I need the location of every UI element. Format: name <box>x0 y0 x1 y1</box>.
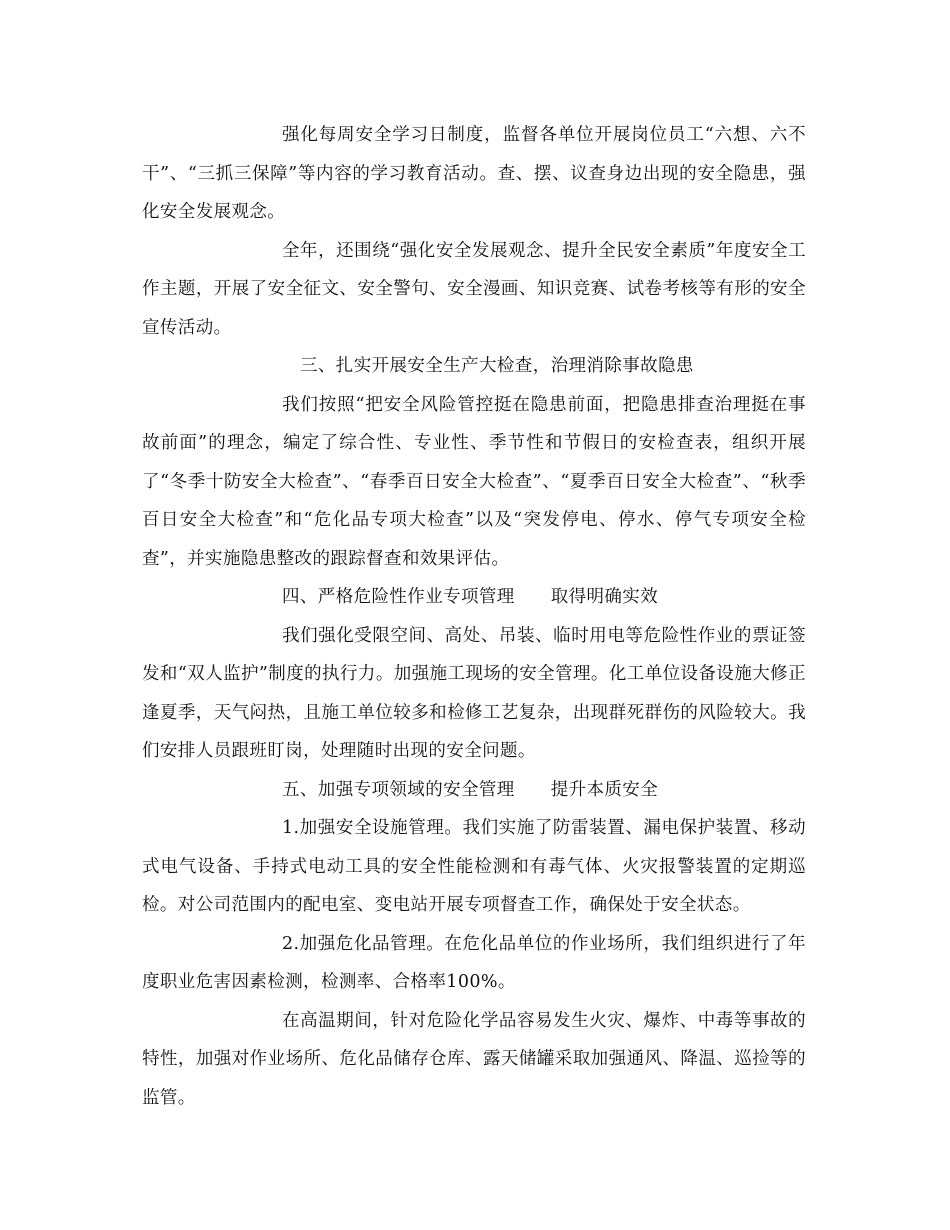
paragraph-high-temperature: 在高温期间，针对危险化学品容易发生火灾、爆炸、中毒等事故的特性，加强对作业场所、危化品储存仓库、露天储罐采取加强通风、降温、巡捡等的监管。 <box>142 1010 806 1108</box>
paragraph-hazardous-chemicals: 2.加强危化品管理。在危化品单位的作业场所，我们组织进行了年度职业危害因素检测，检测率、合格率100%。 <box>142 933 806 992</box>
paragraph-safety-facilities: 1.加强安全设施管理。我们实施了防雷装置、漏电保护装置、移动式电气设备、手持式电动工具的安全性能检测和有毒气体、火灾报警装置的定期巡检。对公司范围内的配电室、变电站开展专项督查工作，确保处于安全状态。 <box>142 818 806 915</box>
paragraph-hazardous-work: 我们强化受限空间、高处、吊装、临时用电等危险性作业的票证签发和“双人监护”制度的执行力。加强施工现场的安全管理。化工单位设备设施大修正逢夏季，天气闷热，且施工单位较多和检修工艺复杂，出现群死群伤的风险较大。我们安排人员跟班盯岗，处理随时出现的安全问题。 <box>142 625 806 761</box>
heading-part-b: 取得明确实效 <box>550 587 659 607</box>
heading-part-b: 提升本质安全 <box>550 779 659 800</box>
document-body <box>142 116 806 1117</box>
section-heading-special-fields <box>142 771 806 810</box>
section-heading-hazardous-work <box>142 578 806 617</box>
heading-part-a: 五、加强专项领域的安全管理 <box>282 779 515 800</box>
paragraph-annual-theme: 全年，还围绕“强化安全发展观念、提升全民安全素质”年度安全工作主题，开展了安全征文、安全警句、安全漫画、知识竞赛、试卷考核等有形的安全宣传活动。 <box>142 240 806 338</box>
paragraph-study-day: 强化每周安全学习日制度，监督各单位开展岗位员工“六想、六不干”、“三抓三保障”等内容的学习教育活动。查、摆、议查身边出现的安全隐患，强化安全发展观念。 <box>142 125 806 222</box>
section-heading-inspection: 三、扎实开展安全生产大检查，治理消除事故隐患 <box>300 356 694 376</box>
heading-part-a: 四、严格危险性作业专项管理 <box>282 587 515 607</box>
paragraph-inspection: 我们按照“把安全风险管控挺在隐患前面，把隐患排查治理挺在事故前面”的理念，编定了综合性、专业性、季节性和节假日的安检查表，组织开展了“冬季十防安全大检查”、“春季百日安全大检查”、“夏季百日安全大检查”、“秋季百日安全大检查”和“危化品专项大检查”以及“突发停电、停水、停气专项安全检查”，并实施隐患整改的跟踪督查和效果评估。 <box>142 394 806 569</box>
